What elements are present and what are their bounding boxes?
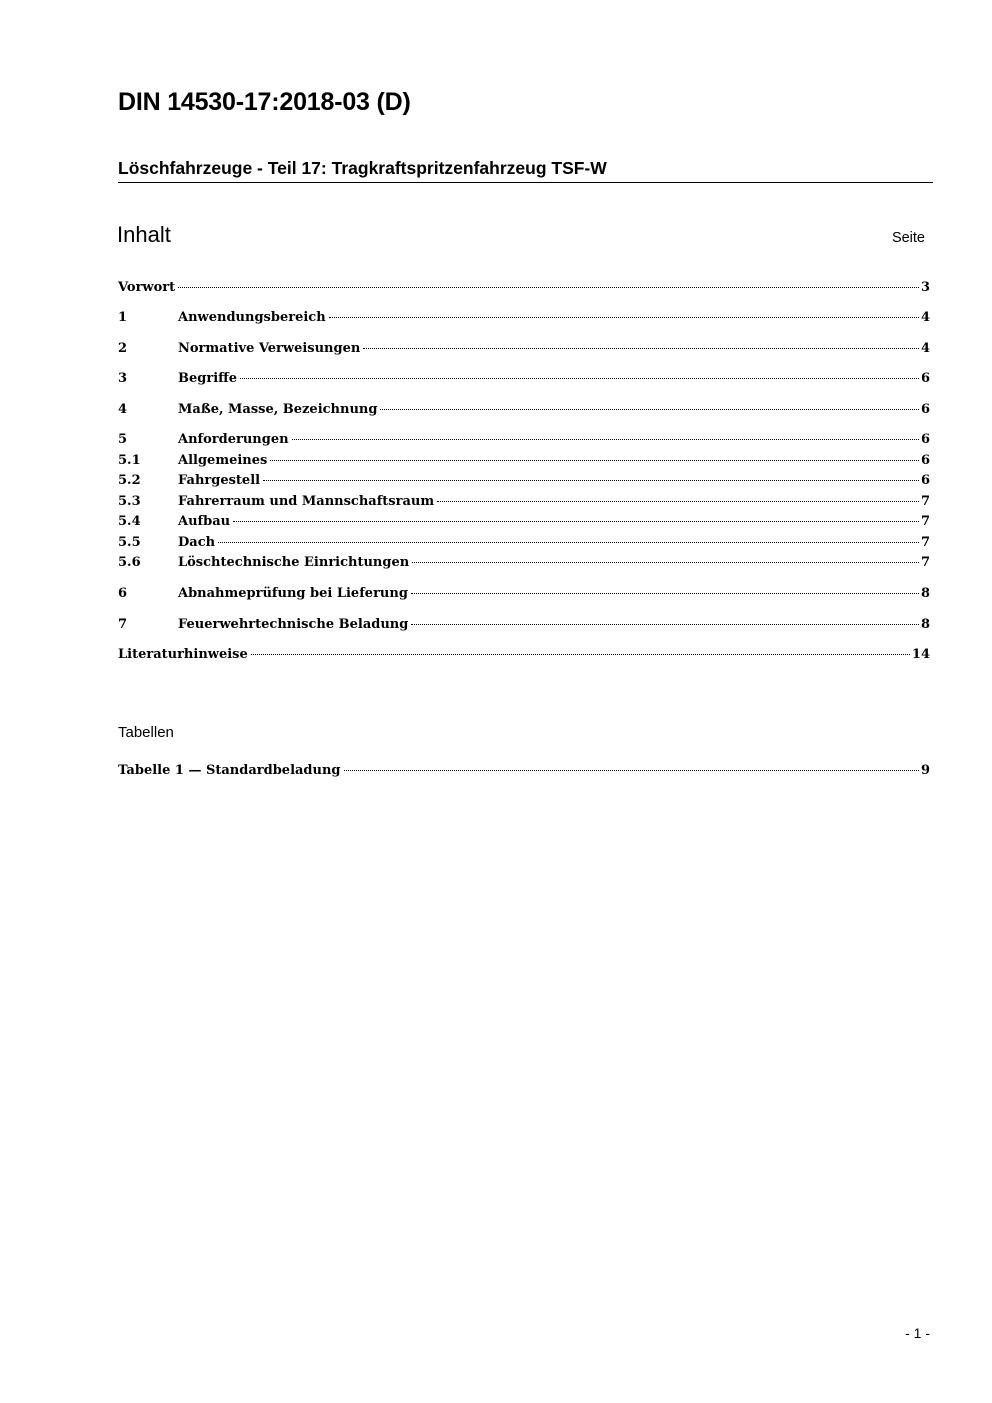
toc-entry-text: Fahrgestell: [178, 473, 261, 488]
toc-leader-dots: [363, 348, 919, 349]
toc-entry-number: 5.5: [118, 535, 141, 550]
toc-entry-4[interactable]: [118, 402, 930, 422]
toc-leader-dots: [233, 521, 919, 522]
toc-entry-vorwort[interactable]: [118, 280, 930, 300]
toc-entry-number: 3: [118, 371, 128, 386]
toc-entry-page: 6: [920, 371, 930, 386]
toc-entry-5[interactable]: [118, 432, 930, 452]
toc-entry-number: 2: [118, 341, 128, 356]
page-column-label: Seite: [891, 230, 925, 246]
toc-entry-page: 7: [920, 494, 930, 509]
toc-entry-number: 4: [118, 402, 128, 417]
toc-leader-dots: [263, 480, 919, 481]
toc-entry-text: Anwendungsbereich: [178, 310, 326, 325]
toc-entry-page: 4: [920, 341, 930, 356]
toc-entry-5-6[interactable]: [118, 555, 930, 575]
toc-leader-dots: [344, 770, 919, 771]
toc-entry-page: 7: [920, 555, 930, 570]
toc-entry-page: 7: [920, 535, 930, 550]
toc-heading: Inhalt: [117, 222, 171, 247]
table-entry-1[interactable]: [118, 763, 930, 783]
document-title: DIN 14530-17:2018-03 (D): [118, 88, 411, 116]
toc-entry-5-4[interactable]: [118, 514, 930, 534]
toc-entry-text: Literaturhinweise: [118, 647, 248, 662]
toc-entry-number: 5.6: [118, 555, 141, 570]
toc-entry-3[interactable]: [118, 371, 930, 391]
toc-entry-text: Begriffe: [178, 371, 238, 386]
toc-entry-number: 5: [118, 432, 128, 447]
toc-entry-number: 5.3: [118, 494, 141, 509]
toc-entry-number: 1: [118, 310, 128, 325]
toc-entry-text: Dach: [178, 535, 216, 550]
toc-entry-6[interactable]: [118, 586, 930, 606]
toc-entry-5-5[interactable]: [118, 535, 930, 555]
toc-entry-text: Aufbau: [178, 514, 231, 529]
toc-leader-dots: [178, 287, 919, 288]
toc-leader-dots: [411, 624, 919, 625]
toc-entry-page: 6: [920, 402, 930, 417]
toc-entry-5-2[interactable]: [118, 473, 930, 493]
toc-entry-text: Anforderungen: [178, 432, 289, 447]
toc-entry-text: Feuerwehrtechnische Beladung: [178, 617, 409, 632]
toc-leader-dots: [412, 562, 919, 563]
toc-leader-dots: [218, 542, 919, 543]
table-entry-page: 9: [920, 763, 930, 778]
toc-entry-7[interactable]: [118, 617, 930, 637]
toc-entry-2[interactable]: [118, 341, 930, 361]
toc-entry-page: 7: [920, 514, 930, 529]
toc-leader-dots: [292, 439, 919, 440]
toc-entry-literaturhinweise[interactable]: [118, 647, 930, 667]
toc-leader-dots: [240, 378, 919, 379]
toc-entry-page: 14: [911, 647, 930, 662]
page-number: - 1 -: [905, 1325, 930, 1341]
tables-heading: Tabellen: [118, 724, 174, 741]
toc-entry-text: Fahrerraum und Mannschaftsraum: [178, 494, 435, 509]
toc-entry-text: Normative Verweisungen: [178, 341, 361, 356]
toc-entry-number: 6: [118, 586, 128, 601]
toc-entry-text: Maße, Masse, Bezeichnung: [178, 402, 378, 417]
toc-entry-number: 5.4: [118, 514, 141, 529]
document-subtitle: Löschfahrzeuge - Teil 17: Tragkraftspritzenfahrzeug TSF-W: [118, 158, 933, 183]
toc-entry-text: Allgemeines: [178, 453, 268, 468]
toc-entry-text: Vorwort: [118, 280, 176, 295]
toc-entry-page: 6: [920, 473, 930, 488]
toc-entry-page: 4: [920, 310, 930, 325]
toc-entry-number: 7: [118, 617, 128, 632]
toc-entry-page: 6: [920, 453, 930, 468]
toc-leader-dots: [270, 460, 919, 461]
toc-entry-5-3[interactable]: [118, 494, 930, 514]
toc-entry-1[interactable]: [118, 310, 930, 330]
table-entry-text: Tabelle 1 — Standardbeladung: [118, 763, 341, 778]
toc-entry-page: 3: [920, 280, 930, 295]
toc-entry-number: 5.2: [118, 473, 141, 488]
toc-entry-text: Löschtechnische Einrichtungen: [178, 555, 410, 570]
toc-entry-text: Abnahmeprüfung bei Lieferung: [178, 586, 408, 601]
toc-entry-5-1[interactable]: [118, 453, 930, 473]
toc-leader-dots: [380, 409, 919, 410]
toc-entry-page: 6: [920, 432, 930, 447]
toc-entry-page: 8: [920, 586, 930, 601]
toc-entry-number: 5.1: [118, 453, 141, 468]
toc-leader-dots: [251, 654, 910, 655]
toc-leader-dots: [437, 501, 919, 502]
toc-leader-dots: [329, 317, 919, 318]
toc-leader-dots: [411, 593, 919, 594]
toc-entry-page: 8: [920, 617, 930, 632]
